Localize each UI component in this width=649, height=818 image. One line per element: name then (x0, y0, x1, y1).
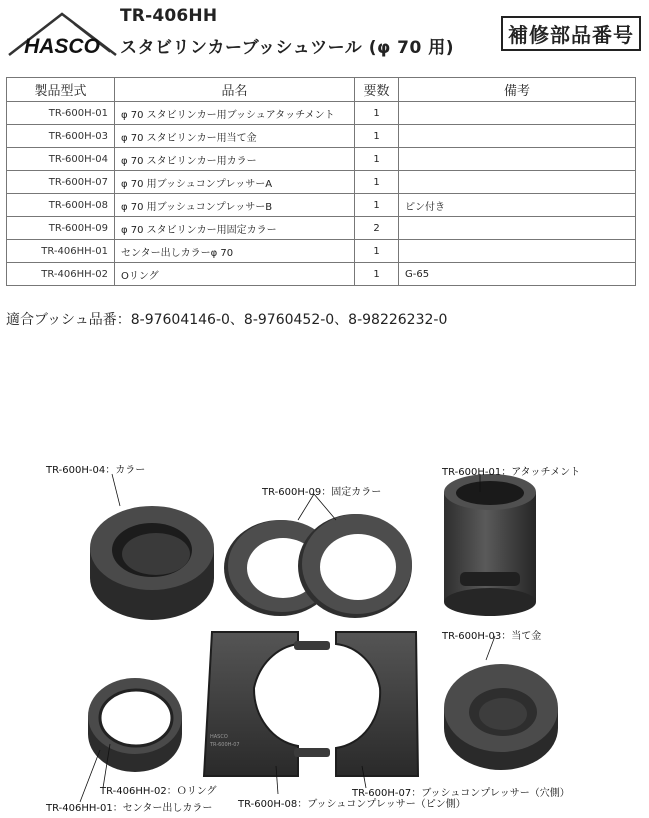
cell-qty: 1 (355, 240, 399, 263)
cell-qty: 1 (355, 102, 399, 125)
table-row (7, 148, 636, 171)
document-header (0, 0, 649, 70)
cell-qty: 1 (355, 194, 399, 217)
cell-qty: 1 (355, 125, 399, 148)
label-compressor-a: TR-600H-07：ブッシュコンプレッサー（穴側） (352, 788, 570, 799)
cell-note (399, 125, 636, 148)
fixed-collar-part (224, 514, 412, 618)
cell-code: TR-406HH-02 (7, 263, 115, 286)
label-attachment: TR-600H-01：アタッチメント (442, 467, 581, 478)
table-row (7, 125, 636, 148)
cell-code: TR-600H-07 (7, 171, 115, 194)
table-row (7, 240, 636, 263)
table-row (7, 194, 636, 217)
compatible-bushing-numbers: 適合ブッシュ品番：8-97604146-0、8-9760452-0、8-98226232-0 (6, 312, 448, 328)
col-header-qty: 要数 (355, 78, 399, 102)
parts-table (6, 77, 636, 286)
cell-qty: 1 (355, 171, 399, 194)
cell-qty: 1 (355, 148, 399, 171)
col-header-name: 品名 (115, 78, 355, 102)
cell-note (399, 217, 636, 240)
cell-qty: 1 (355, 263, 399, 286)
cell-name: φ 70 スタビリンカー用ブッシュアタッチメント (115, 102, 355, 125)
block-marking-hasco: HASCO (210, 734, 228, 740)
center-collar-part (88, 678, 182, 772)
cell-code: TR-600H-09 (7, 217, 115, 240)
cell-code: TR-600H-04 (7, 148, 115, 171)
cell-qty: 2 (355, 217, 399, 240)
table-header-row (7, 78, 636, 102)
label-oring: TR-406HH-02：Ｏリング (100, 786, 217, 797)
cell-name: φ 70 スタビリンカー用固定カラー (115, 217, 355, 240)
collar-part (90, 506, 214, 620)
cell-name: φ 70 スタビリンカー用当て金 (115, 125, 355, 148)
product-title: スタビリンカーブッシュツール (φ 70 用) (120, 38, 455, 58)
attachment-part (444, 474, 536, 616)
cell-code: TR-406HH-01 (7, 240, 115, 263)
cell-name: φ 70 スタビリンカー用カラー (115, 148, 355, 171)
logo-text: HASCO (24, 35, 100, 58)
cell-code: TR-600H-08 (7, 194, 115, 217)
cell-note (399, 102, 636, 125)
label-center-collar: TR-406HH-01：センター出しカラー (46, 803, 213, 814)
table-row (7, 263, 636, 286)
label-collar: TR-600H-04：カラー (46, 465, 146, 476)
cell-code: TR-600H-01 (7, 102, 115, 125)
cell-name: φ 70 用ブッシュコンプレッサーA (115, 171, 355, 194)
compressor-part (204, 632, 418, 776)
col-header-model: 製品型式 (7, 78, 115, 102)
cell-name: Oリング (115, 263, 355, 286)
cell-code: TR-600H-03 (7, 125, 115, 148)
cell-note (399, 171, 636, 194)
cell-note: ピン付き (399, 194, 636, 217)
cell-note (399, 240, 636, 263)
table-row (7, 102, 636, 125)
label-fixed-collar: TR-600H-09：固定カラー (262, 487, 382, 498)
hasco-logo (4, 8, 120, 60)
col-header-note: 備考 (399, 78, 636, 102)
parts-number-stamp: 補修部品番号 (501, 16, 641, 51)
model-number: TR-406HH (120, 6, 218, 26)
cell-note (399, 148, 636, 171)
table-row (7, 217, 636, 240)
block-marking-part: TR-600H-07 (210, 742, 240, 748)
cell-name: センター出しカラーφ 70 (115, 240, 355, 263)
label-compressor-b: TR-600H-08：ブッシュコンプレッサー（ピン側） (238, 799, 466, 810)
plate-part (444, 664, 558, 770)
label-plate: TR-600H-03：当て金 (442, 631, 542, 642)
parts-photo (0, 448, 649, 818)
cell-note: G-65 (399, 263, 636, 286)
cell-name: φ 70 用ブッシュコンプレッサーB (115, 194, 355, 217)
table-row (7, 171, 636, 194)
